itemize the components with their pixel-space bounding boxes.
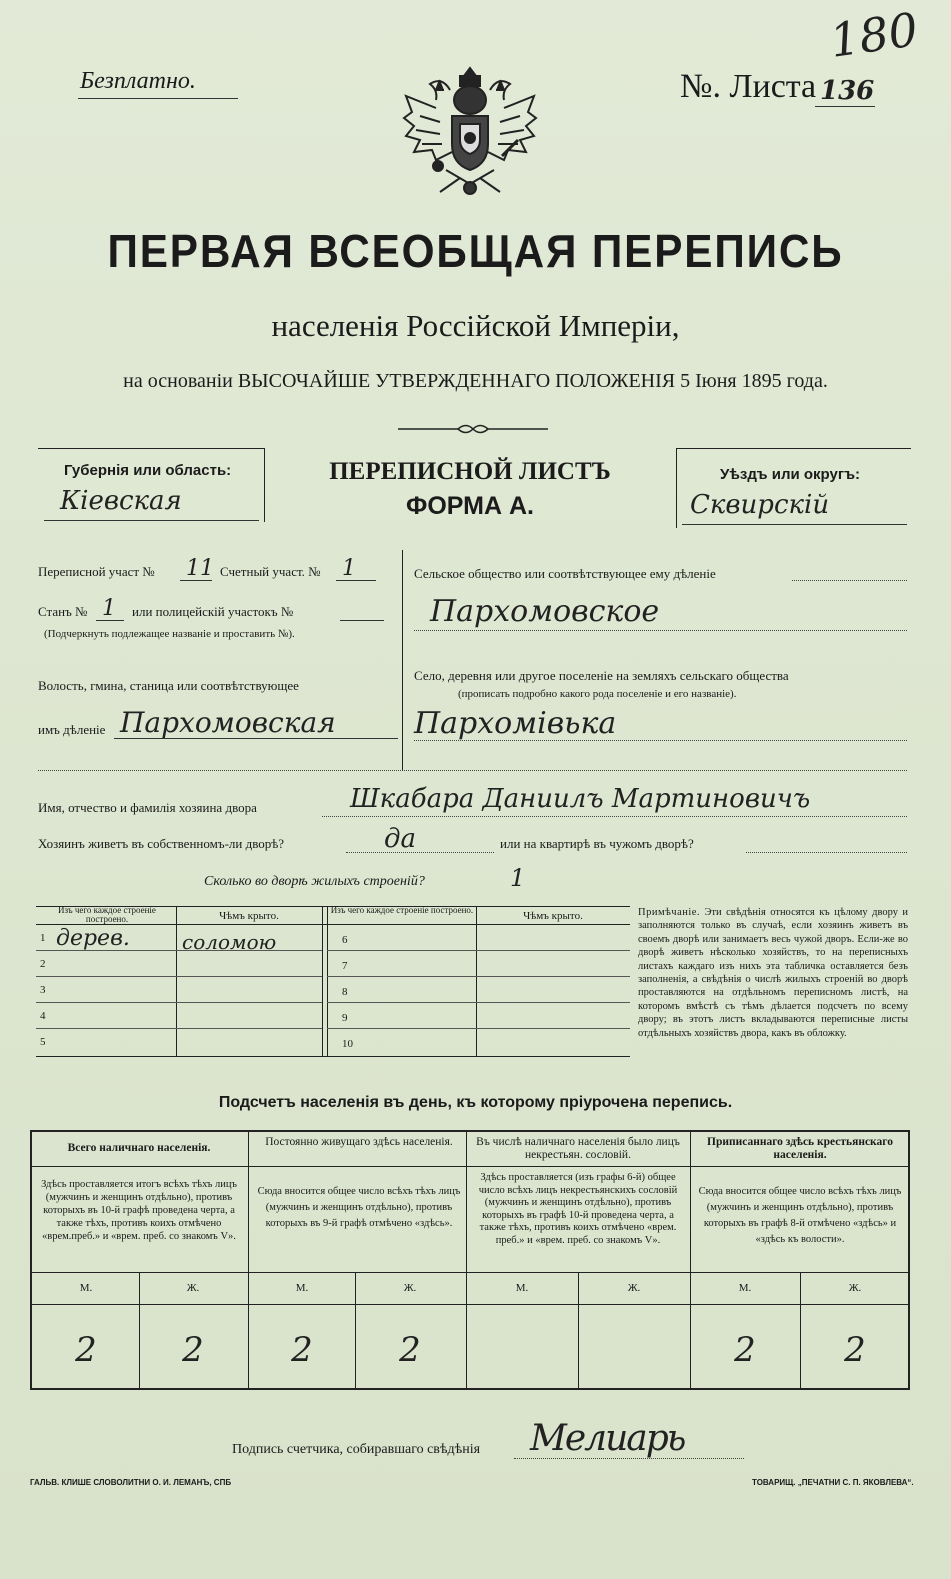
col-material-header-right: Изъ чего каждое строеніе построено.	[330, 905, 474, 915]
police-label: или полицейскій участокъ №	[132, 604, 294, 619]
building-row-number: 1	[40, 932, 46, 944]
m-label: М.	[515, 1282, 529, 1294]
form-title: ПЕРЕПИСНОЙ ЛИСТЪ	[329, 458, 611, 485]
pop-col-desc: Сюда вносится общее число всѣхъ тѣхъ лицъ (мужчинъ и женщинъ отдѣльно), противъ которыхъ въ графѣ 8-й отмѣчено «здѣсь» и «здѣсь къ волости».	[698, 1186, 902, 1245]
pop-zh-value: 2	[844, 1330, 866, 1370]
building-row-number: 6	[342, 934, 348, 946]
pop-col-desc: Здѣсь проставляется итогъ всѣхъ тѣхъ лицъ (мужчинъ и женщинъ отдѣльно), противъ которыхъ въ 10-й графѣ проведена черта, а также тѣхъ, противъ коихъ отмѣчено «врем.преб.» и «врем. преб. со знакомъ V».	[41, 1179, 237, 1242]
main-title: ПЕРВАЯ ВСЕОБЩАЯ ПЕРЕПИСЬ	[107, 225, 844, 277]
pop-zh-value: 2	[182, 1330, 204, 1370]
pop-col-title: Постоянно живущаго здѣсь населенія.	[265, 1136, 453, 1148]
own-yard-value: да	[384, 824, 416, 854]
district-value: Сквирскій	[690, 490, 830, 520]
footer-left: ГАЛЬВ. КЛИШЕ СЛОВОЛИТНИ О. И. ЛЕМАНЪ, СПБ	[30, 1478, 232, 1487]
imperial-eagle-emblem	[400, 60, 540, 200]
building-material: дерев.	[56, 926, 130, 951]
building-row-number: 4	[40, 1010, 46, 1022]
rural-society-label: Сельское общество или соотвѣтствующее ему дѣленіе	[414, 566, 716, 581]
signature-label: Подпись счетчика, собиравшаго свѣдѣнія	[232, 1442, 481, 1457]
village-label: Село, деревня или другое поселеніе на земляхъ сельскаго общества	[414, 668, 789, 683]
rural-society-value: Пархомовское	[430, 594, 660, 629]
underline-note: (Подчеркнуть подлежащее названіе и проставить №).	[44, 628, 295, 640]
buildings-label: Сколько во дворѣ жилыхъ строеній?	[204, 874, 425, 889]
population-heading: Подсчетъ населенія въ день, къ которому пріурочена перепись.	[218, 1094, 733, 1111]
zh-label: Ж.	[403, 1282, 417, 1294]
owner-label: Имя, отчество и фамилія хозяина двора	[38, 800, 257, 815]
sheet-number-value: 136	[820, 76, 875, 106]
building-row-number: 3	[40, 984, 46, 996]
pop-col-title: Всего наличнаго населенія.	[67, 1142, 211, 1154]
pop-m-value: 2	[734, 1330, 756, 1370]
buildings-value: 1	[510, 864, 526, 892]
col-material-header-left: Изъ чего каждое строеніе построено.	[58, 905, 156, 924]
pop-col-desc: Сюда вносится общее число всѣхъ тѣхъ лицъ (мужчинъ и женщинъ отдѣльно), противъ которыхъ въ 9-й графѣ отмѣчено «здѣсь».	[257, 1186, 461, 1229]
province-label: Губернія или область:	[64, 462, 232, 479]
zh-label: Ж.	[627, 1282, 641, 1294]
pop-col-desc: Здѣсь проставляется (изъ графы 6-й) общее число всѣхъ лицъ некрестьянскихъ сословій (мужчинъ и женщинъ отдѣльно), противъ которыхъ въ графѣ 10-й проведена черта, а также тѣхъ, противъ коихъ отмѣчено «врем. преб.» и «врем. преб. со знакомъ V».	[478, 1172, 678, 1246]
pop-m-value: 2	[75, 1330, 97, 1370]
census-section-label: Переписной участ №	[38, 564, 155, 579]
district-label: Уѣздъ или округъ:	[720, 466, 861, 483]
count-section-label: Счетный участ. №	[220, 564, 321, 579]
pop-col-title: Приписаннаго здѣсь крестьянскаго населенія.	[707, 1136, 893, 1161]
volost-value: Пархомовская	[120, 706, 336, 739]
building-row-number: 2	[40, 958, 46, 970]
note-text: Эти свѣдѣнія относятся къ цѣлому двору и заполняются только въ случаѣ, если хозяинъ живетъ въ своемъ дворѣ или занимаетъ весь чужой дворъ. Если-же во дворѣ живетъ нѣсколько хозяйствъ, то на переписныхъ листахъ каждаго изъ нихъ эта табличка оставляется безъ заполненія, а свѣдѣнія о числѣ жилыхъ строеній во дворѣ проставляются на отдѣльномъ переписномъ листѣ, на которомъ вмѣстѣ съ тѣмъ дѣлается подсчетъ по всему двору; въ этотъ листъ вкладываются переписные листы отдѣльныхъ хозяйствъ двора, какъ въ обложку.	[638, 907, 909, 1039]
volost-label-1: Волость, гмина, станица или соотвѣтствующее	[38, 678, 299, 693]
signature-value: Мелиарь	[530, 1418, 685, 1459]
province-value: Кіевская	[60, 486, 182, 516]
pop-m-value: 2	[291, 1330, 313, 1370]
m-label: М.	[738, 1282, 752, 1294]
m-label: М.	[79, 1282, 93, 1294]
note-block	[638, 906, 908, 1040]
census-section-value: 11	[186, 556, 214, 581]
count-section-value: 1	[342, 556, 356, 581]
col-roof-header-left: Чѣмъ крыто.	[219, 910, 279, 922]
volost-label-2: имъ дѣленіе	[38, 722, 106, 737]
subtitle: населенія Россійской Имперіи,	[271, 308, 680, 343]
col-roof-header-right: Чѣмъ крыто.	[523, 910, 583, 922]
ornament-divider	[398, 422, 548, 436]
stan-label: Станъ №	[38, 604, 88, 619]
free-label: Безплатно.	[80, 68, 196, 94]
zh-label: Ж.	[848, 1282, 862, 1294]
rented-label: или на квартирѣ въ чужомъ дворѣ?	[500, 836, 694, 851]
corner-number: 180	[826, 2, 922, 68]
pop-col-title: Въ числѣ наличнаго населенія было лицъ некрестьян. сословій.	[476, 1136, 680, 1161]
village-note: (прописать подробно какого рода поселеніе и его названіе).	[458, 688, 737, 700]
building-roof: соломою	[182, 930, 277, 954]
pop-zh-value: 2	[399, 1330, 421, 1370]
owner-value: Шкабара Даниилъ Мартиновичъ	[350, 784, 811, 814]
own-yard-label: Хозяинъ живетъ въ собственномъ-ли дворѣ?	[38, 836, 285, 851]
stan-value: 1	[102, 596, 116, 621]
village-value: Пархомівька	[414, 706, 617, 741]
building-row-number: 8	[342, 986, 348, 998]
basis-line: на основаніи ВЫСОЧАЙШЕ УТВЕРЖДЕННАГО ПОЛОЖЕНІЯ 5 Іюня 1895 года.	[123, 370, 828, 392]
building-row-number: 9	[342, 1012, 348, 1024]
building-row-number: 7	[342, 960, 348, 972]
building-row-number: 5	[40, 1036, 46, 1048]
footer-right: ТОВАРИЩ. „ПЕЧАТНИ С. П. ЯКОВЛЕВА“.	[752, 1478, 914, 1487]
sheet-number-label: №. Листа	[680, 68, 817, 105]
building-row-number: 10	[342, 1038, 353, 1050]
form-subtitle: ФОРМА А.	[406, 492, 534, 520]
zh-label: Ж.	[186, 1282, 200, 1294]
note-heading: Примѣчаніе.	[638, 907, 701, 918]
m-label: М.	[295, 1282, 309, 1294]
